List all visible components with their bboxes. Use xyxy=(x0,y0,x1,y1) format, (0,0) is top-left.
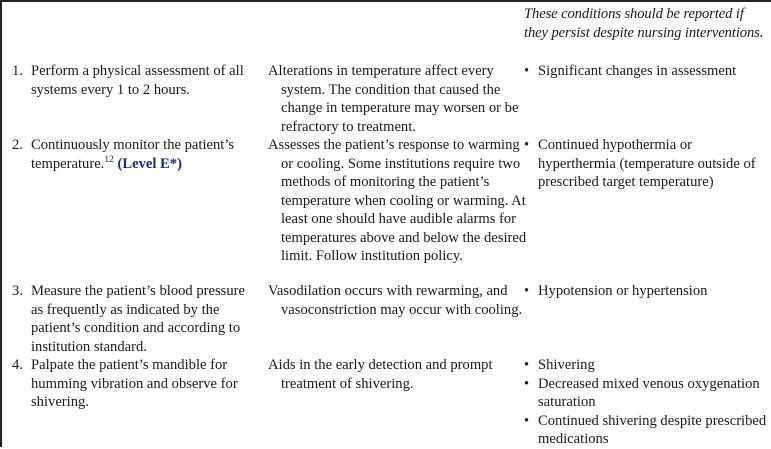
report-text: Shivering xyxy=(538,357,595,373)
bullet-icon: • xyxy=(524,375,530,392)
report-cell xyxy=(524,356,769,449)
report-text: Continued shivering despite prescribed medications xyxy=(538,412,767,447)
action-text: Perform a physical assessment of all systems every 1 to 2 hours. xyxy=(31,63,244,98)
report-cell xyxy=(524,282,769,301)
rationale-cell: Alterations in temperature affect every system. The condition that caused the change in temperature may worsen or be refractory to treatment. xyxy=(268,63,519,135)
step-number: 4. xyxy=(12,357,23,373)
bullet-icon: • xyxy=(524,63,530,79)
report-bullet xyxy=(524,375,769,412)
action-text: Palpate the patient’s mandible for humming vibration and observe for shivering. xyxy=(31,357,238,410)
report-cell xyxy=(524,62,769,81)
step-number: 1. xyxy=(12,63,23,79)
evidence-level-link[interactable]: (Level E*) xyxy=(117,155,182,172)
reference-superscript[interactable]: 12 xyxy=(104,154,114,165)
report-cell xyxy=(524,136,769,192)
action-text-wrapper xyxy=(31,136,259,173)
rationale-cell: Assesses the patient’s response to warming or cooling. Some institutions require two methods of monitoring the patient’s temperature when cooling or warming. At least one should have audible alarms for temperatures above and below the desired limit. Follow institution policy. xyxy=(268,137,527,264)
report-text: Decreased mixed venous oxygenation saturation xyxy=(538,375,760,410)
action-text: Measure the patient’s blood pressure as frequently as indicated by the patient’s condition and according to institution standard. xyxy=(31,283,245,355)
bullet-icon: • xyxy=(524,137,530,153)
report-bullet xyxy=(524,412,769,449)
step-number: 2. xyxy=(12,137,23,153)
report-text: Significant changes in assessment xyxy=(538,63,737,79)
report-bullet xyxy=(524,62,769,81)
rationale-cell: Aids in the early detection and prompt treatment of shivering. xyxy=(268,357,493,392)
report-bullet xyxy=(524,356,769,375)
bullet-icon: • xyxy=(524,283,530,299)
bullet-icon: • xyxy=(524,357,530,373)
action-text: Continuously monitor the patient’s temperature. xyxy=(31,137,235,172)
report-column-header: These conditions should be reported if they persist despite nursing interventions. xyxy=(524,6,764,41)
step-number: 3. xyxy=(12,283,23,299)
rationale-cell: Vasodilation occurs with rewarming, and vasoconstriction may occur with cooling. xyxy=(268,283,523,318)
bullet-icon: • xyxy=(524,412,530,429)
report-text: Continued hypothermia or hyperthermia (temperature outside of prescribed target temperature) xyxy=(538,137,756,190)
report-text: Hypotension or hypertension xyxy=(538,283,708,299)
report-bullet xyxy=(524,136,769,192)
report-bullet xyxy=(524,282,769,301)
